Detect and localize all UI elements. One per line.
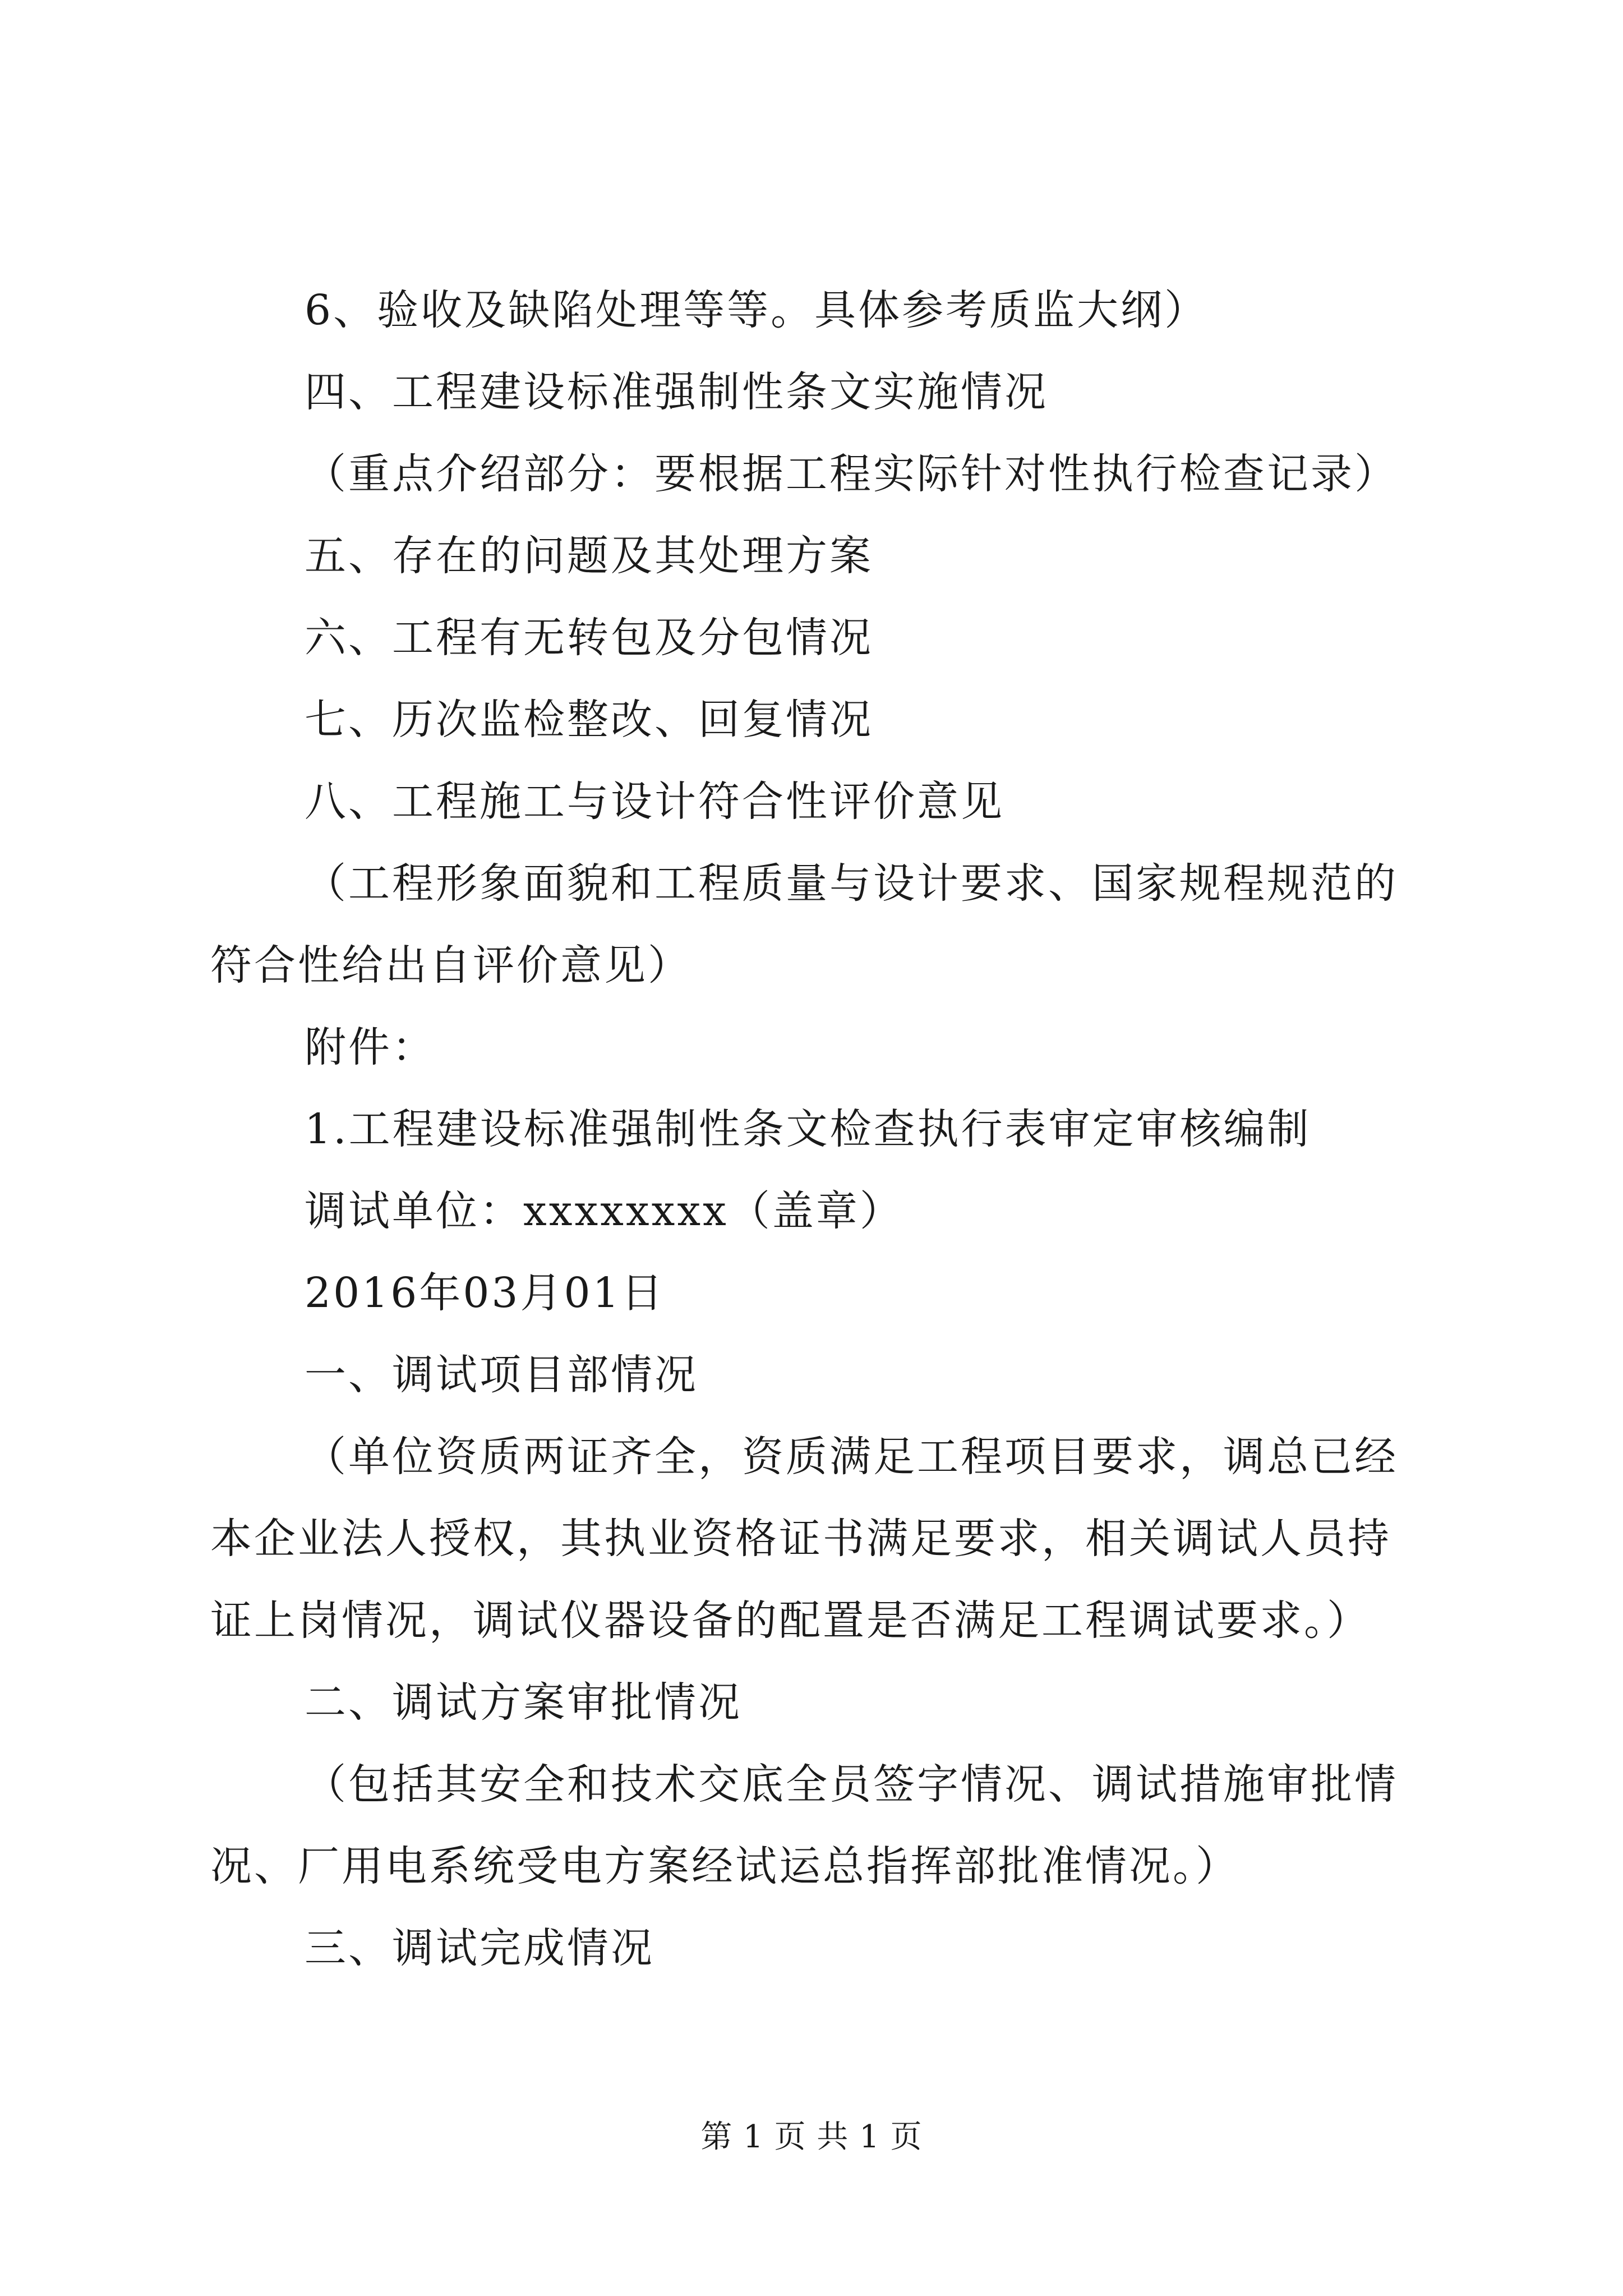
- heading-section-4: 四、工程建设标准强制性条文实施情况: [305, 368, 1048, 416]
- document-date: 2016年03月01日: [305, 1269, 665, 1317]
- paragraph-section-4-note: （重点介绍部分：要根据工程实际针对性执行检查记录）: [305, 450, 1398, 498]
- heading-debug-section-2: 二、调试方案审批情况: [305, 1678, 742, 1727]
- paragraph-debug-section-2-note: （包括其安全和技术交底全员签字情况、调试措施审批情况、厂用电系统受电方案经试运总指挥部批准情况。）: [210, 1760, 1398, 1890]
- heading-debug-section-1: 一、调试项目部情况: [305, 1351, 698, 1399]
- heading-debug-section-3: 三、调试完成情况: [305, 1924, 654, 1972]
- paragraph-section-8-note: （工程形象面貌和工程质量与设计要求、国家规程规范的符合性给出自评价意见）: [210, 859, 1398, 990]
- paragraph-debug-section-1-note: （单位资质两证齐全，资质满足工程项目要求，调总已经本企业法人授权，其执业资格证书满足要求，相关调试人员持证上岗情况，调试仪器设备的配置是否满足工程调试要求。）: [210, 1433, 1398, 1645]
- heading-section-8: 八、工程施工与设计符合性评价意见: [305, 777, 1004, 826]
- issuing-unit: 调试单位：xxxxxxxx（盖章）: [305, 1187, 903, 1235]
- heading-section-7: 七、历次监检整改、回复情况: [305, 696, 873, 744]
- heading-section-5: 五、存在的问题及其处理方案: [305, 532, 873, 580]
- paragraph-item-6: 6、验收及缺陷处理等等。具体参考质监大纲）: [305, 286, 1209, 334]
- document-body: [210, 269, 1422, 1989]
- attachment-item-1: 1.工程建设标准强制性条文检查执行表审定审核编制: [305, 1105, 1311, 1153]
- heading-section-6: 六、工程有无转包及分包情况: [305, 614, 873, 662]
- attachment-label: 附件：: [305, 1023, 436, 1071]
- page-footer: 第 1 页 共 1 页: [700, 2119, 923, 2155]
